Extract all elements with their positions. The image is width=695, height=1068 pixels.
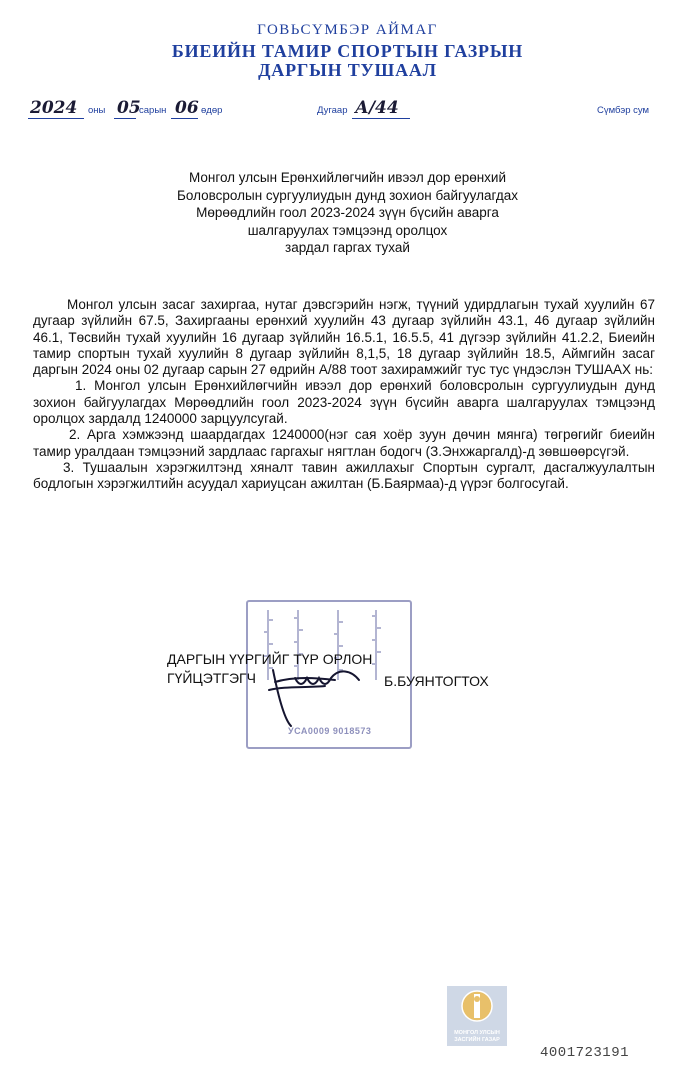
title-line: Боловсролын сургуулиудын дунд зохион байгуулагдах [177,187,518,203]
signatory-name: Б.БУЯНТОГТОХ [384,673,489,689]
document-body [33,297,655,493]
date-year-suffix: оны [88,105,106,116]
title-line: Мөрөөдлийн гоол 2023-2024 зүүн бүсийн аварга [196,205,499,220]
soyombo-emblem-icon [447,986,507,1030]
year-underline [28,118,84,119]
stamp-number: УСА0009 9018573 [288,726,372,736]
order-item-2: 2. Арга хэмжээнд шаардагдах 1240000(нэг сая хоёр зуун дөчин мянга) төгрөгийг биеийн тамир уралдаан тэмцээний зардлаас гаргахыг нягтлан бодогч (З.Энхжаргалд)-д зөвшөөрсүгэй. [33,427,655,459]
date-day: 06 [175,98,199,118]
place-name: Сүмбэр сум [597,105,650,116]
title-line: зардал гаргах тухай [285,240,410,255]
month-underline [114,118,136,119]
signatory-title-line2: ГҮЙЦЭТГЭГЧ [167,670,256,686]
logo-text-line2: ЗАСГИЙН ГАЗАР [454,1037,500,1043]
order-item-3: 3. Тушаалын хэрэгжилтэнд хяналт тавин ажиллахыг Спортын сургалт, дасгалжуулалтын бодлогын хэрэгжилтийн асуудал хариуцсан ажилтан (Б.Баярмаа)-д үүрэг болгосугай. [33,459,655,492]
intro-paragraph: Монгол улсын засаг захиргаа, нутаг дэвсгэрийн нэгж, түүний удирдлагын тухай хуулийн 67 дугаар зүйлийн 67.5, Захиргааны ерөнхий хуулийн 43 дугаар зүйлийн 43.1, 46 дугаар зүйлийн 46.1, Төсвийн тухай хуулийн 16 дугаар зүйлийн 16.5.1, 16.5.5, 41 дүгээр зүйлийн 41.2.2, Биеийн тамир спортын тухай хуулийн 8 дугаар зүйлийн 8,1,5, 18 дугаар зүйлийн 18.5, Аймгийн засаг даргын 2024 оны 02 дугаар сарын 27 өдрийн А/88 тоот захирамжийг тус тус үндэслэн ТУШААХ нь: [33,297,655,378]
government-logo [447,986,507,1046]
document-title [0,169,695,257]
signatory-title-line1: ДАРГЫН ҮҮРГИЙГ ТҮР ОРЛОН [167,651,373,667]
day-underline [171,118,198,119]
order-item-1: 1. Монгол улсын Ерөнхийлөгчийн ивээл дор ерөнхий боловсролын сургуулиудын дунд зохион байгуулагдах Мөрөөдлийн гоол 2023-2024 зүүн бүсийн аварга шалгаруулах тэмцээнд оролцох зардалд 1240000 зарцуулсугай. [33,378,655,427]
letterhead-region: ГОВЬСҮМБЭР АЙМАГ [257,22,438,38]
number-label: Дугаар [317,105,348,116]
mongolian-script-mark [370,610,382,680]
handwritten-signature [255,660,365,730]
title-line: Монгол улсын Ерөнхийлөгчийн ивээл дор ерөнхий [188,170,507,185]
letterhead-doc-type: ДАРГЫН ТУШААЛ [258,60,437,80]
number-underline [352,118,410,119]
order-number: А/44 [355,98,399,118]
date-year: 2024 [30,98,78,118]
title-line: шалгаруулах тэмцээнд оролцох [247,222,448,238]
date-month-suffix: сарын [139,105,167,116]
logo-text-line1: МОНГОЛ УЛСЫН [454,1030,500,1036]
document-serial-number: 4001723191 [540,1045,630,1061]
date-month: 05 [117,98,141,118]
date-number-line [0,98,695,123]
letterhead-organization: БИЕИЙН ТАМИР СПОРТЫН ГАЗРЫН [171,41,524,61]
date-day-suffix: өдөр [201,105,223,116]
